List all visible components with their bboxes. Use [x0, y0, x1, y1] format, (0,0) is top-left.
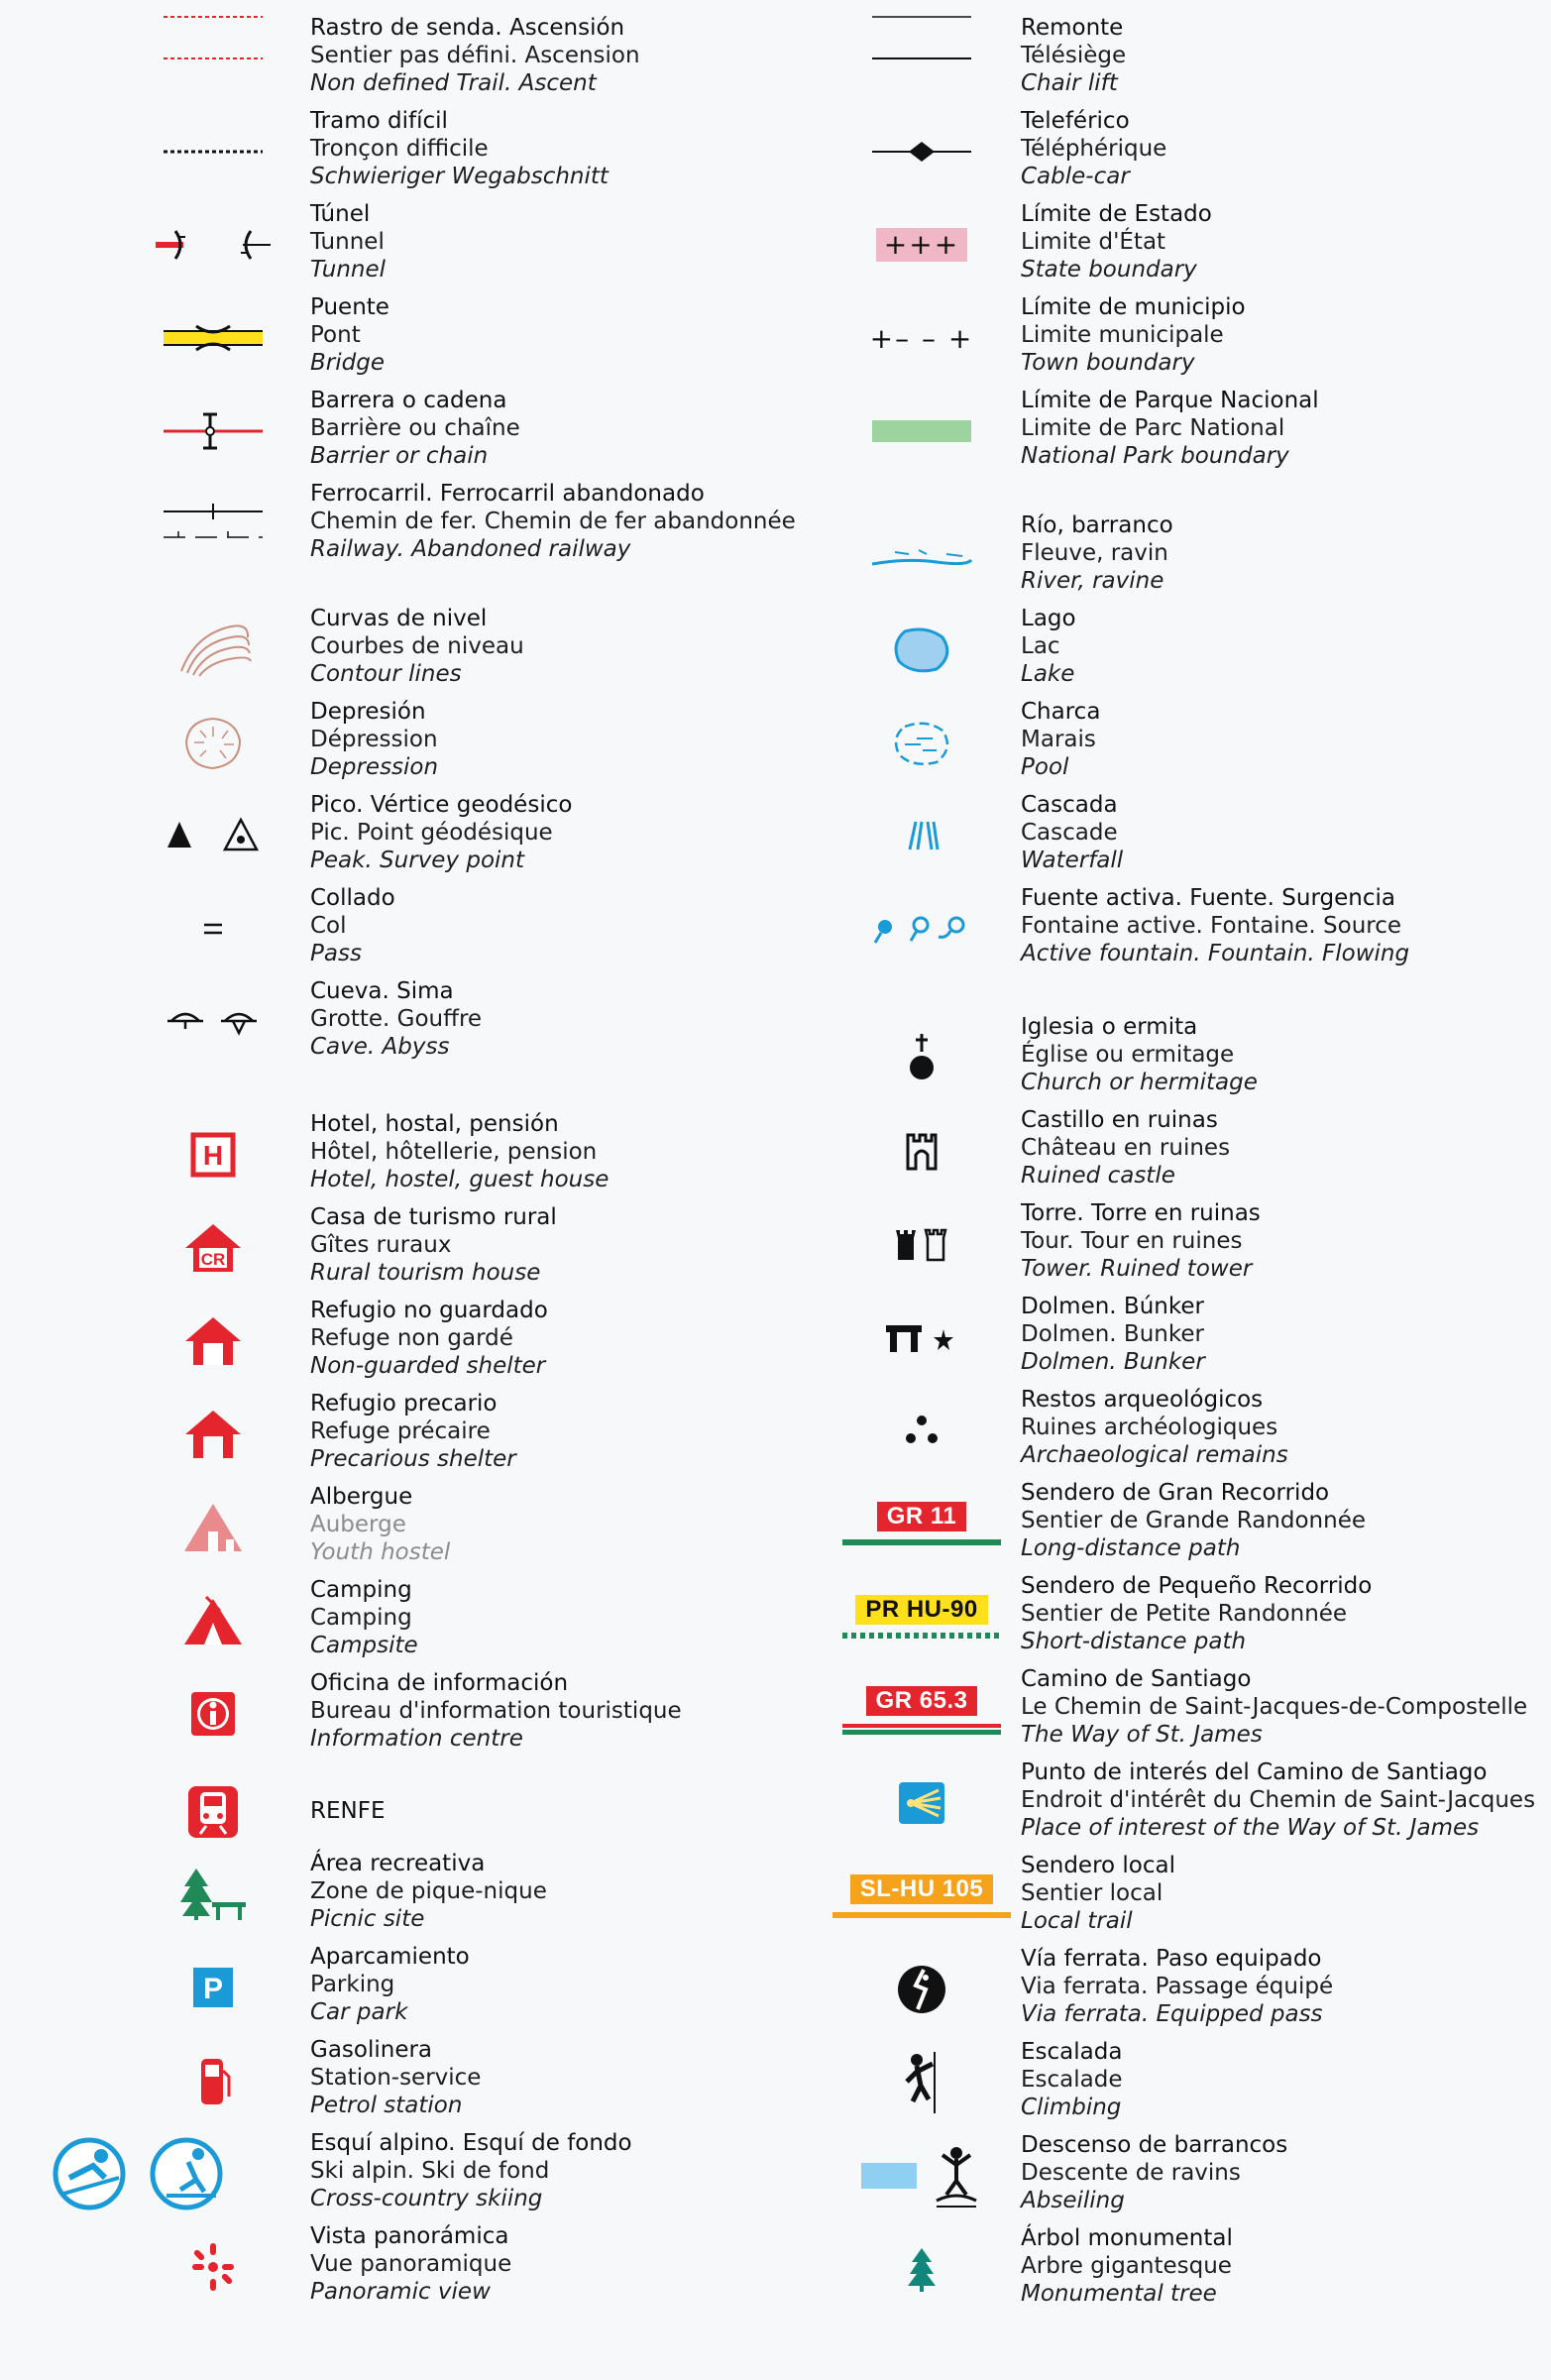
- barrier-icon: [159, 406, 268, 456]
- label-fr: Courbes de niveau: [310, 633, 524, 659]
- town-boundary-icon: [870, 322, 974, 355]
- label-fr: Tour. Tour en ruines: [1021, 1228, 1243, 1254]
- skiing-icon: [50, 2134, 238, 2213]
- lake-icon: [887, 622, 956, 677]
- svg-text:P: P: [202, 1973, 224, 2005]
- label-en: Panoramic view: [310, 2279, 491, 2305]
- label-fr: Gîtes ruraux: [310, 1232, 452, 1258]
- petrol-icon: [193, 2053, 233, 2108]
- depression-icon: [178, 713, 248, 772]
- tunnel-icon: [154, 225, 273, 265]
- label-fr: Tronçon difficile: [310, 136, 489, 162]
- label-es: RENFE: [310, 1798, 386, 1824]
- label-es: Descenso de barrancos: [1021, 2132, 1288, 2158]
- label-en: Short-distance path: [1021, 1629, 1247, 1654]
- label-fr: Endroit d'intérêt du Chemin de Saint-Jacques: [1021, 1787, 1536, 1813]
- panoramic-view-icon: [188, 2239, 238, 2295]
- label-en: Lake: [1021, 661, 1075, 687]
- label-en: Tower. Ruined tower: [1021, 1256, 1253, 1282]
- label-es: Cascada: [1021, 792, 1118, 818]
- local-trail-icon: [832, 1874, 1011, 1918]
- label-es: Sendero local: [1021, 1853, 1176, 1878]
- label-en: Place of interest of the Way of St. James: [1021, 1815, 1480, 1841]
- label-fr: Fontaine active. Fontaine. Source: [1021, 913, 1402, 939]
- camping-icon: [178, 1593, 248, 1648]
- label-fr: Lac: [1021, 633, 1060, 659]
- label-fr: Camping: [310, 1605, 412, 1631]
- label-fr: Château en ruines: [1021, 1135, 1231, 1161]
- label-en: Town boundary: [1021, 350, 1195, 376]
- difficult-section-icon: [159, 147, 268, 157]
- label-fr: Chemin de fer. Chemin de fer abandonnée: [310, 509, 796, 534]
- pr-path-icon: [842, 1595, 1001, 1639]
- label-es: Cueva. Sima: [310, 978, 454, 1004]
- via-ferrata-icon: [896, 1964, 947, 2015]
- label-en: State boundary: [1021, 257, 1197, 283]
- label-fr: Sentier de Petite Randonnée: [1021, 1601, 1348, 1627]
- label-en: Non-guarded shelter: [310, 1353, 546, 1379]
- label-en: Car park: [310, 1999, 408, 2025]
- label-fr: Hôtel, hôtellerie, pension: [310, 1139, 598, 1165]
- label-en: Rural tourism house: [310, 1260, 541, 1286]
- label-fr: Sentier pas défini. Ascension: [310, 43, 640, 68]
- climbing-icon: [897, 2050, 946, 2115]
- label-es: Área recreativa: [310, 1851, 486, 1876]
- label-fr: Église ou ermitage: [1021, 1042, 1235, 1068]
- label-es: Punto de interés del Camino de Santiago: [1021, 1759, 1488, 1785]
- label-fr: Dolmen. Bunker: [1021, 1321, 1204, 1347]
- label-es: Torre. Torre en ruinas: [1021, 1200, 1261, 1226]
- gr-path-icon: [842, 1502, 1001, 1545]
- label-en: Pool: [1021, 754, 1069, 780]
- state-boundary-icon: [876, 228, 967, 262]
- pass-icon: [198, 914, 228, 944]
- label-es: Sendero de Gran Recorrido: [1021, 1480, 1330, 1506]
- santiago-path-icon: [842, 1686, 1001, 1735]
- label-en: Bridge: [310, 350, 385, 376]
- parking-icon: [191, 1966, 235, 2009]
- information-icon: [188, 1689, 238, 1739]
- label-es: Lago: [1021, 606, 1076, 631]
- label-fr: Limite de Parc National: [1021, 415, 1285, 441]
- label-en: Barrier or chain: [310, 443, 489, 469]
- label-fr: Parking: [310, 1972, 395, 1997]
- label-es: Refugio precario: [310, 1391, 498, 1417]
- label-fr: Pont: [310, 322, 361, 348]
- chair-lift-icon: [867, 54, 976, 63]
- pr-badge: PR HU-90: [855, 1595, 987, 1625]
- label-en: Dolmen. Bunker: [1021, 1349, 1205, 1375]
- label-en: Monumental tree: [1021, 2281, 1217, 2307]
- label-en: Tunnel: [310, 257, 387, 283]
- label-en: Church or hermitage: [1021, 1070, 1258, 1095]
- scallop-shell-icon: [897, 1780, 946, 1826]
- park-boundary-icon: [867, 416, 976, 446]
- railway-icon: [159, 500, 268, 549]
- church-icon: [902, 1030, 942, 1085]
- label-fr: Tunnel: [310, 229, 385, 255]
- label-es: Árbol monumental: [1021, 2225, 1233, 2251]
- label-fr: Sentier de Grande Randonnée: [1021, 1508, 1366, 1533]
- label-en: Cable-car: [1021, 164, 1130, 189]
- river-icon: [867, 536, 976, 576]
- label-es: Castillo en ruinas: [1021, 1107, 1218, 1133]
- label-en: Youth hostel: [310, 1539, 451, 1565]
- label-fr: Fleuve, ravin: [1021, 540, 1168, 566]
- town-boundary-mark: +– – +: [869, 321, 974, 355]
- abseiling-icon: [857, 2141, 986, 2210]
- label-en: Waterfall: [1021, 848, 1124, 873]
- label-es: Hotel, hostal, pensión: [310, 1111, 559, 1137]
- label-en: Cross-country skiing: [310, 2186, 543, 2211]
- monumental-tree-icon: [902, 2244, 942, 2294]
- label-es: Límite de municipio: [1021, 294, 1246, 320]
- unguarded-refuge-icon: [181, 1313, 245, 1369]
- label-es: Collado: [310, 885, 395, 911]
- label-es: Escalada: [1021, 2039, 1123, 2065]
- ruins-icon: [897, 1411, 946, 1450]
- label-es: Casa de turismo rural: [310, 1204, 557, 1230]
- pool-icon: [887, 715, 956, 770]
- label-es: Río, barranco: [1021, 512, 1173, 538]
- label-es: Oficina de información: [310, 1670, 569, 1696]
- label-en: Active fountain. Fountain. Flowing: [1021, 941, 1410, 966]
- label-es: Charca: [1021, 699, 1101, 725]
- label-en: Abseiling: [1021, 2188, 1125, 2213]
- gr-badge: GR 11: [877, 1502, 967, 1531]
- hotel-icon: [190, 1132, 236, 1178]
- bridge-icon: [159, 318, 268, 358]
- label-fr: Refuge précaire: [310, 1418, 491, 1444]
- label-en: Contour lines: [310, 661, 462, 687]
- label-fr: Bureau d'information touristique: [310, 1698, 682, 1724]
- label-en: Chair lift: [1021, 70, 1118, 96]
- undefined-trail-icon: [159, 54, 268, 63]
- label-en: National Park boundary: [1021, 443, 1289, 469]
- label-es: Camino de Santiago: [1021, 1666, 1252, 1692]
- label-en: Long-distance path: [1021, 1535, 1241, 1561]
- label-fr: Dépression: [310, 727, 438, 752]
- label-es: Sendero de Pequeño Recorrido: [1021, 1573, 1373, 1599]
- label-fr: Ruines archéologiques: [1021, 1415, 1278, 1440]
- precarious-shelter-icon: [181, 1407, 245, 1462]
- svg-text:CR: CR: [200, 1250, 226, 1269]
- dolmen-icon: [882, 1317, 961, 1357]
- label-en: Hotel, hostel, guest house: [310, 1167, 609, 1192]
- label-en: Local trail: [1021, 1908, 1133, 1934]
- cable-car-icon: [867, 137, 976, 167]
- label-fr: Limite municipale: [1021, 322, 1224, 348]
- label-es: Fuente activa. Fuente. Surgencia: [1021, 885, 1395, 911]
- label-es: Esquí alpino. Esquí de fondo: [310, 2130, 632, 2156]
- label-en: Cave. Abyss: [310, 1034, 450, 1060]
- label-fr: Sentier local: [1021, 1880, 1163, 1906]
- label-fr: Arbre gigantesque: [1021, 2253, 1232, 2279]
- label-en: Ruined castle: [1021, 1163, 1175, 1189]
- label-es: Vía ferrata. Paso equipado: [1021, 1946, 1322, 1972]
- waterfall-icon: [902, 816, 942, 855]
- label-es: Refugio no guardado: [310, 1298, 548, 1323]
- label-fr: Barrière ou chaîne: [310, 415, 520, 441]
- label-fr: Vue panoramique: [310, 2251, 512, 2277]
- label-es: Ferrocarril. Ferrocarril abandonado: [310, 481, 705, 507]
- label-es: Depresión: [310, 699, 426, 725]
- label-es: Aparcamiento: [310, 1944, 470, 1970]
- label-es: Albergue: [310, 1484, 413, 1510]
- label-es: Gasolinera: [310, 2037, 433, 2063]
- label-es: Camping: [310, 1577, 412, 1603]
- label-en: Precarious shelter: [310, 1446, 516, 1472]
- label-fr: Pic. Point géodésique: [310, 820, 553, 846]
- label-en: Picnic site: [310, 1906, 425, 1932]
- label-en: Railway. Abandoned railway: [310, 536, 631, 562]
- youth-hostel-icon: [178, 1500, 248, 1555]
- label-en: Climbing: [1021, 2095, 1122, 2120]
- label-es: Dolmen. Búnker: [1021, 1294, 1204, 1319]
- picnic-icon: [178, 1867, 248, 1922]
- label-fr: Le Chemin de Saint-Jacques-de-Compostelle: [1021, 1694, 1528, 1720]
- fountain-icon: [867, 909, 976, 949]
- peak-survey-icon: [164, 816, 263, 855]
- label-fr: Descente de ravins: [1021, 2160, 1241, 2186]
- label-en: Pass: [310, 941, 362, 966]
- label-en: Peak. Survey point: [310, 848, 525, 873]
- label-es: Tramo difícil: [310, 108, 448, 134]
- label-es: Túnel: [310, 201, 371, 227]
- label-es: Teleférico: [1021, 108, 1130, 134]
- label-fr: Limite d'État: [1021, 229, 1166, 255]
- label-es: Iglesia o ermita: [1021, 1014, 1198, 1040]
- santiago-badge: GR 65.3: [866, 1686, 978, 1716]
- label-es: Remonte: [1021, 15, 1124, 41]
- label-fr: Refuge non gardé: [310, 1325, 513, 1351]
- label-es: Rastro de senda. Ascensión: [310, 15, 625, 41]
- label-es: Límite de Parque Nacional: [1021, 388, 1319, 413]
- cave-icon: [164, 1007, 263, 1037]
- label-es: Pico. Vértice geodésico: [310, 792, 573, 818]
- label-es: Vista panorámica: [310, 2223, 509, 2249]
- label-en: Information centre: [310, 1726, 523, 1752]
- tower-icon: [892, 1224, 951, 1264]
- label-es: Puente: [310, 294, 389, 320]
- label-fr: Station-service: [310, 2065, 482, 2091]
- label-en: Depression: [310, 754, 439, 780]
- contour-lines-icon: [173, 620, 253, 679]
- train-icon: [186, 1784, 240, 1840]
- label-en: Schwieriger Wegabschnitt: [310, 164, 609, 189]
- label-fr: Via ferrata. Passage équipé: [1021, 1974, 1334, 1999]
- label-fr: Téléphérique: [1021, 136, 1167, 162]
- label-fr: Escalade: [1021, 2067, 1123, 2093]
- label-fr: Marais: [1021, 727, 1096, 752]
- label-fr: Auberge: [310, 1512, 406, 1537]
- label-es: Restos arqueológicos: [1021, 1387, 1264, 1413]
- label-en: River, ravine: [1021, 568, 1164, 594]
- sl-badge: SL-HU 105: [850, 1874, 994, 1904]
- label-fr: Ski alpin. Ski de fond: [310, 2158, 550, 2184]
- label-fr: Grotte. Gouffre: [310, 1006, 483, 1032]
- label-es: Curvas de nivel: [310, 606, 488, 631]
- label-fr: Col: [310, 913, 347, 939]
- label-en: Archaeological remains: [1021, 1442, 1288, 1468]
- label-fr: Cascade: [1021, 820, 1118, 846]
- label-es: Barrera o cadena: [310, 388, 507, 413]
- label-fr: Télésiège: [1021, 43, 1127, 68]
- label-en: The Way of St. James: [1021, 1722, 1263, 1748]
- state-boundary-mark: +++: [876, 228, 967, 262]
- label-en: Petrol station: [310, 2093, 463, 2118]
- label-fr: Zone de pique-nique: [310, 1878, 547, 1904]
- label-en: Via ferrata. Equipped pass: [1021, 2001, 1323, 2027]
- ruined-castle-icon: [902, 1129, 942, 1173]
- label-en: Campsite: [310, 1633, 418, 1658]
- label-es: Límite de Estado: [1021, 201, 1212, 227]
- label-en: Non defined Trail. Ascent: [310, 70, 597, 96]
- rural-house-icon: [181, 1220, 245, 1276]
- svg-text:H: H: [202, 1140, 224, 1171]
